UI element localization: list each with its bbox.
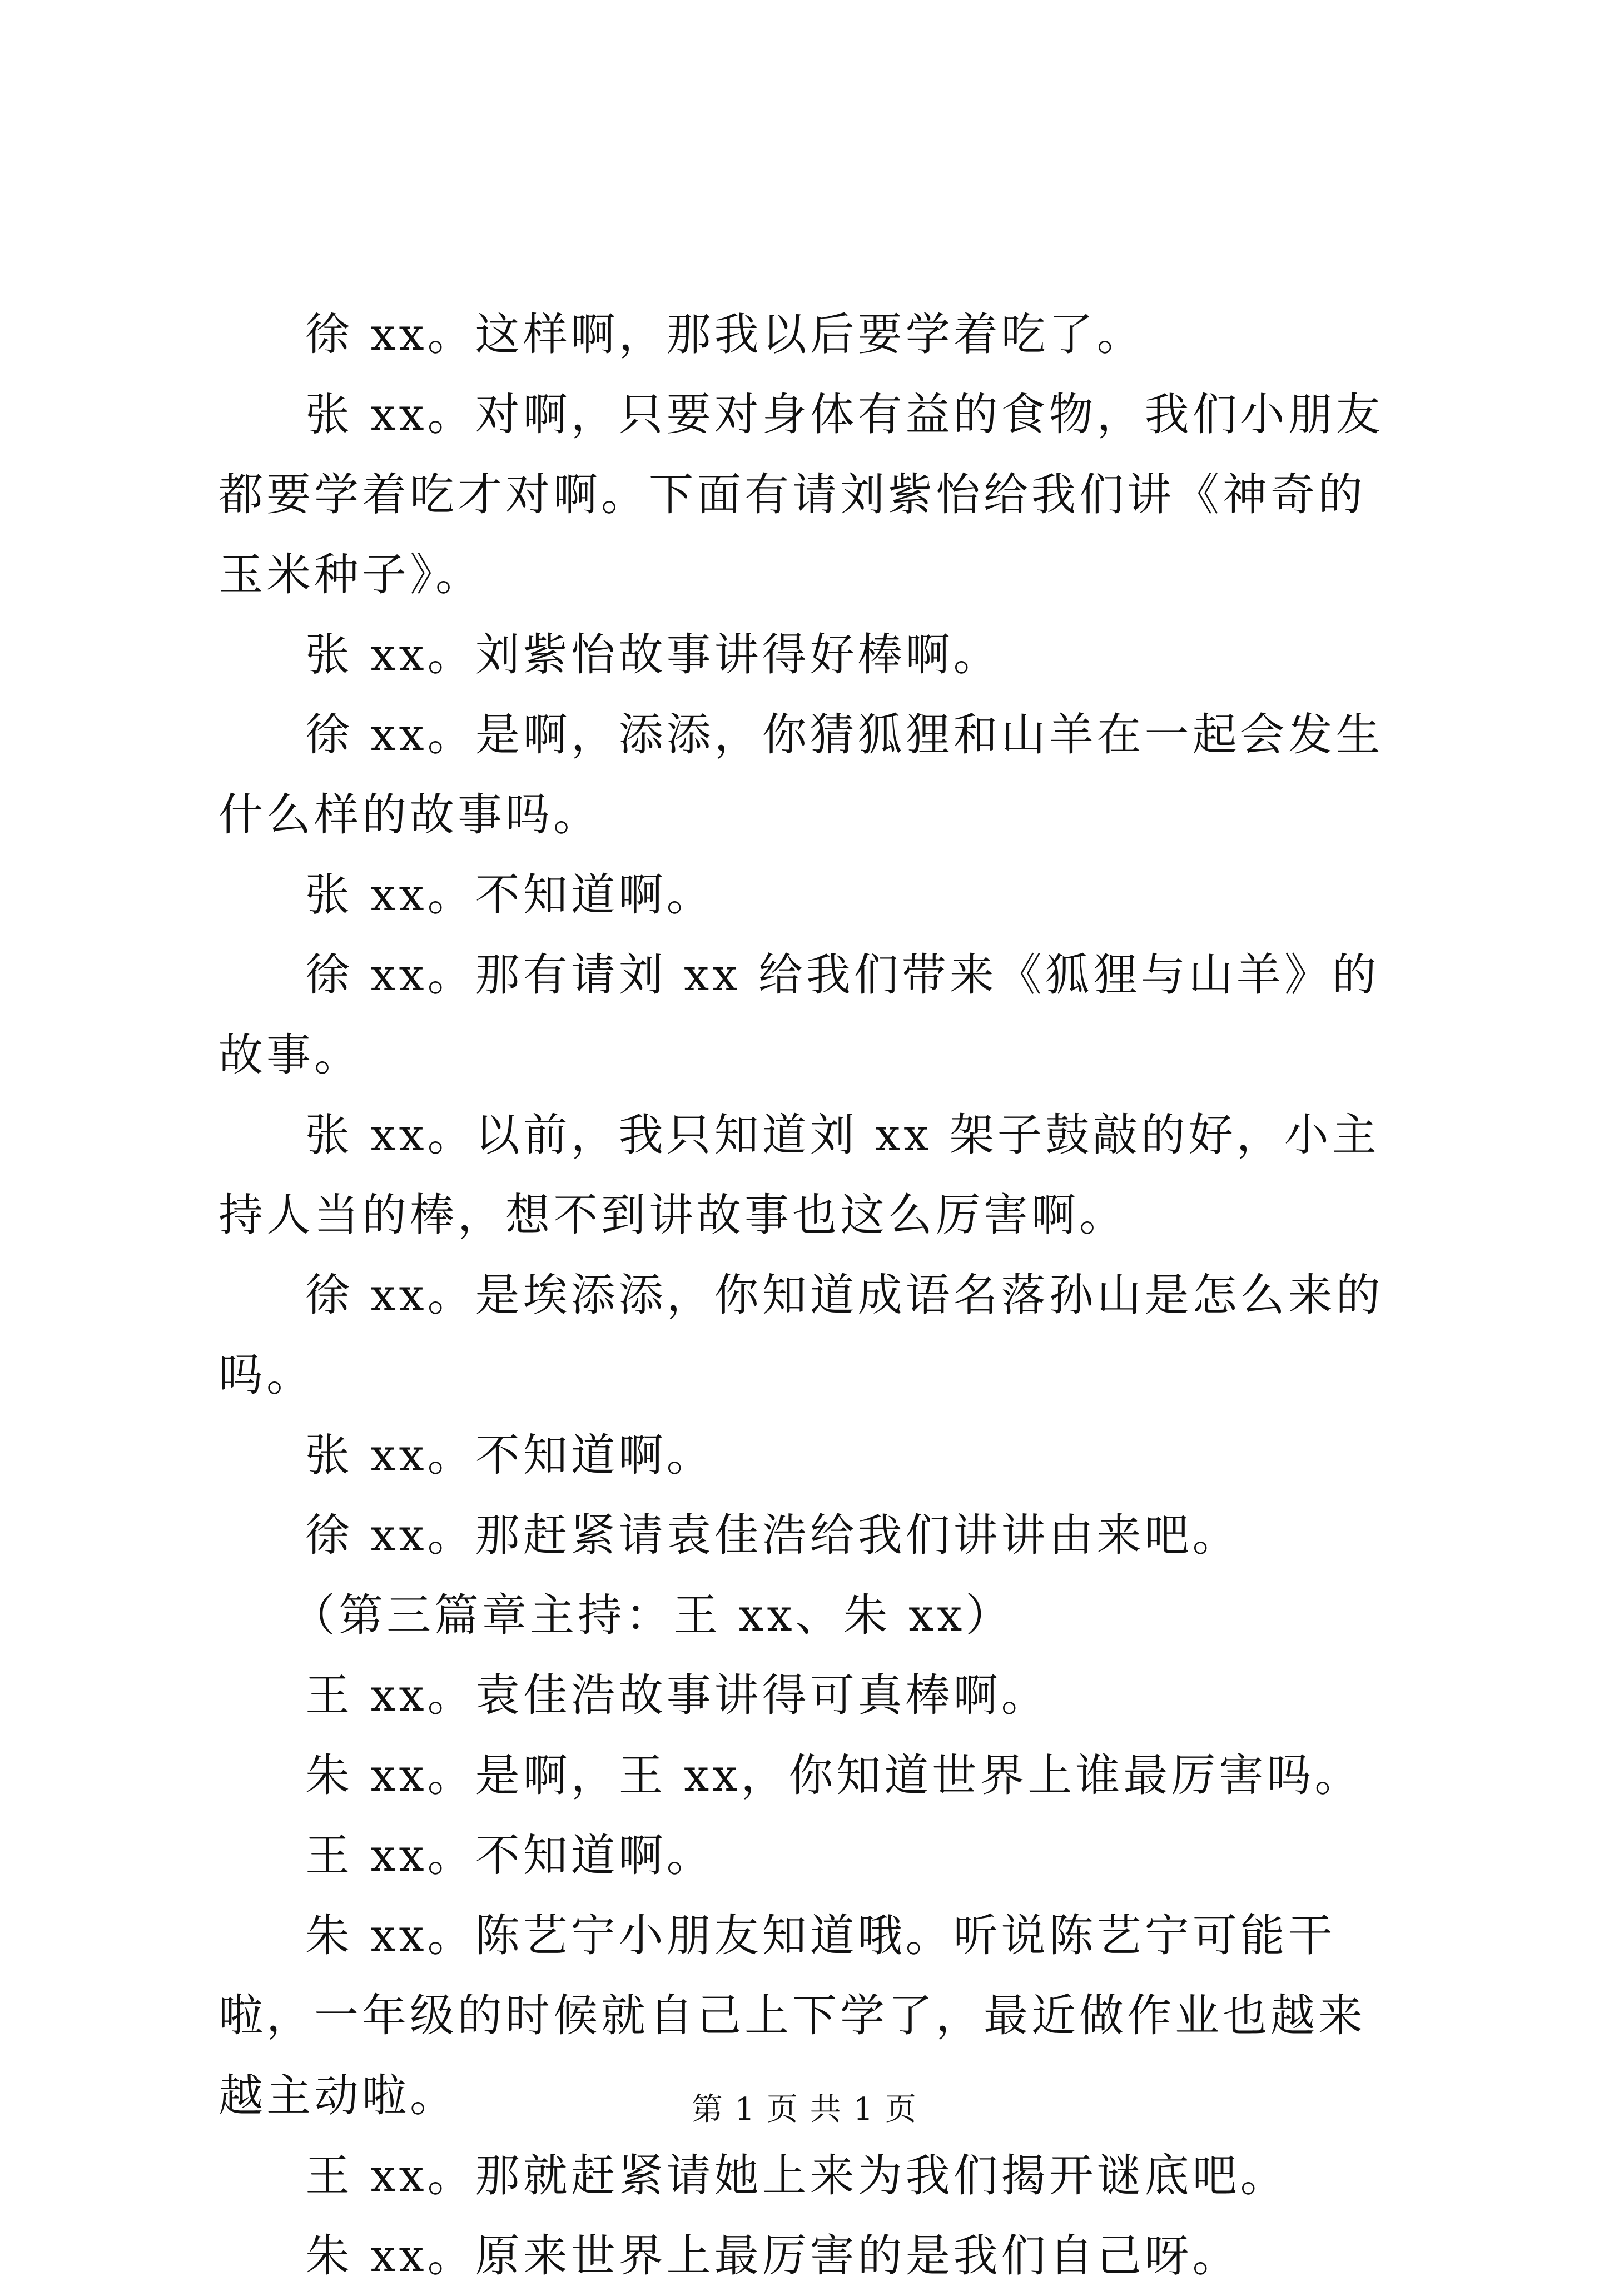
paragraph: 张 xx。不知道啊。 xyxy=(305,869,714,921)
document-body xyxy=(218,295,1413,2296)
paragraph: 朱 xx。是啊，王 xx，你知道世界上谁最厉害吗。 xyxy=(305,1750,1363,1801)
section-heading: （第三篇章主持：王 xx、朱 xx） xyxy=(291,1589,1014,1641)
paragraph: 王 xx。那就赶紧请她上来为我们揭开谜底吧。 xyxy=(305,2150,1288,2201)
paragraph: 徐 xx。是啊，添添，你猜狐狸和山羊在一起会发生什么样的故事吗。 xyxy=(218,709,1384,841)
paragraph: 张 xx。刘紫怡故事讲得好棒啊。 xyxy=(305,629,1001,680)
paragraph: 张 xx。对啊，只要对身体有益的食物，我们小朋友都要学着吃才对啊。下面有请刘紫怡给我们讲《神奇的玉米种子》。 xyxy=(218,389,1384,600)
paragraph: 张 xx。不知道啊。 xyxy=(305,1429,714,1481)
paragraph: 王 xx。不知道啊。 xyxy=(305,1830,714,1881)
paragraph: 王 xx。袁佳浩故事讲得可真棒啊。 xyxy=(305,1669,1049,1721)
paragraph: 朱 xx。陈艺宁小朋友知道哦。听说陈艺宁可能干啦，一年级的时候就自己上下学了，最近做作业也越来越主动啦。 xyxy=(218,1910,1366,2121)
page-footer: 第 1 页 共 1 页 xyxy=(691,2091,918,2128)
paragraph: 徐 xx。这样啊，那我以后要学着吃了。 xyxy=(305,309,1145,360)
paragraph: 徐 xx。是埃添添，你知道成语名落孙山是怎么来的吗。 xyxy=(218,1269,1384,1401)
paragraph: 徐 xx。那有请刘 xx 给我们带来《狐狸与山羊》的故事。 xyxy=(218,949,1380,1081)
paragraph: 徐 xx。那赶紧请袁佳浩给我们讲讲由来吧。 xyxy=(305,1509,1240,1561)
paragraph: 朱 xx。原来世界上最厉害的是我们自己呀。 xyxy=(305,2230,1240,2282)
paragraph: 张 xx。以前，我只知道刘 xx 架子鼓敲的好，小主持人当的棒，想不到讲故事也这么厉害啊。 xyxy=(218,1109,1380,1241)
